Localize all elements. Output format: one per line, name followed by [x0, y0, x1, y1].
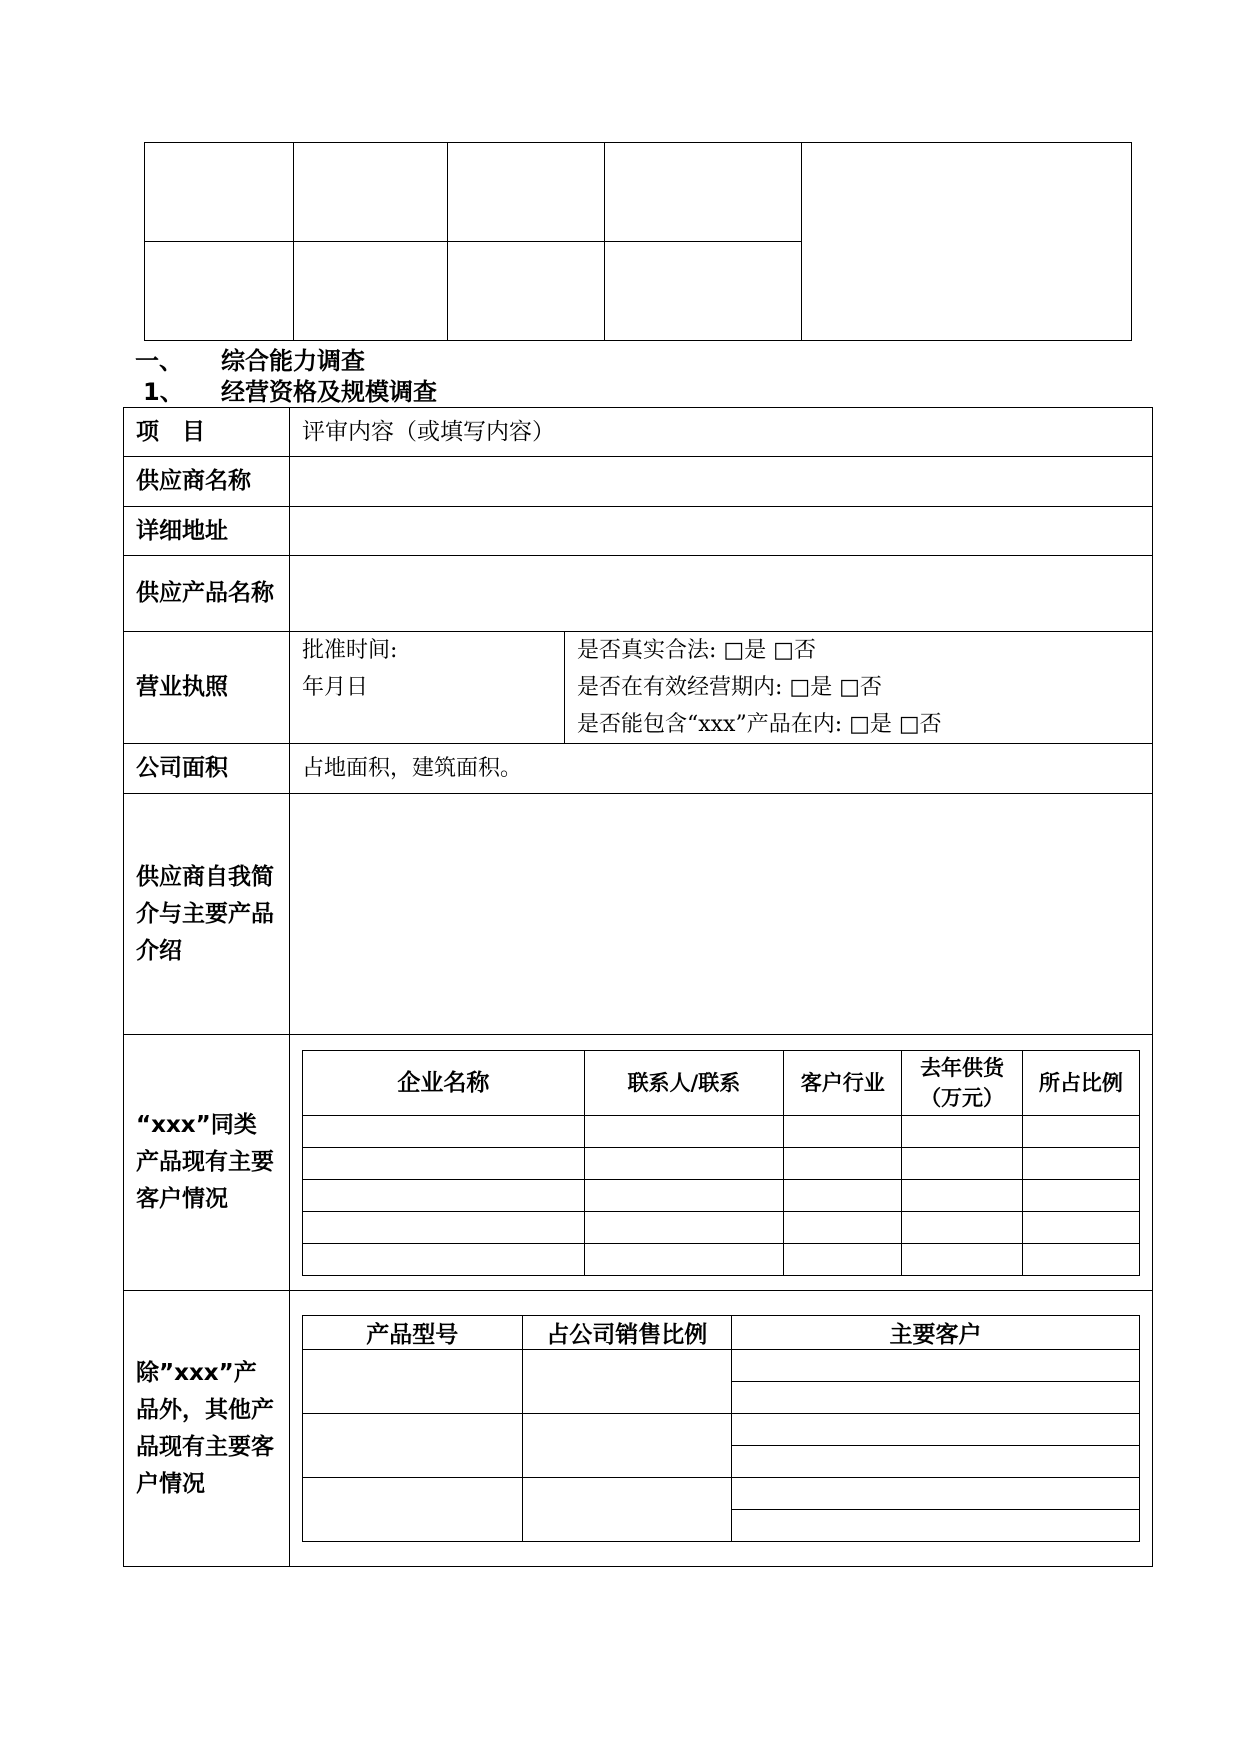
- other-customers-cell: [290, 1291, 1153, 1567]
- self-intro-field[interactable]: [290, 794, 1153, 1035]
- table-row: [303, 1414, 1140, 1446]
- approval-time-cell[interactable]: [290, 632, 565, 744]
- cell[interactable]: [303, 1243, 585, 1275]
- subsection-heading-number: 1、: [143, 378, 184, 406]
- col-product-model: 产品型号: [303, 1316, 523, 1350]
- similar-customers-cell: [290, 1035, 1153, 1291]
- business-license-row: [124, 632, 1153, 744]
- business-qualification-form: [123, 407, 1153, 1567]
- table-row: [303, 1243, 1140, 1275]
- cell[interactable]: [784, 1243, 902, 1275]
- table-row: [303, 1179, 1140, 1211]
- cell[interactable]: [303, 1211, 585, 1243]
- col-sales-ratio: 占公司销售比例: [522, 1316, 732, 1350]
- top-cell[interactable]: [145, 143, 294, 242]
- cell[interactable]: [303, 1478, 523, 1542]
- company-area-value[interactable]: 占地面积，建筑面积。: [290, 744, 1153, 794]
- cell[interactable]: [1022, 1115, 1139, 1147]
- table-row: [303, 1211, 1140, 1243]
- cell[interactable]: [902, 1211, 1022, 1243]
- table-row: [303, 1147, 1140, 1179]
- cell[interactable]: [303, 1350, 523, 1414]
- self-intro-label: 供应商自我简介与主要产品介绍: [124, 794, 290, 1035]
- cell[interactable]: [902, 1147, 1022, 1179]
- top-partial-table: [144, 142, 1132, 341]
- cell[interactable]: [584, 1115, 783, 1147]
- business-license-label: 营业执照: [124, 632, 290, 744]
- address-label: 详细地址: [124, 507, 290, 556]
- top-cell[interactable]: [604, 242, 802, 341]
- cell[interactable]: [1022, 1243, 1139, 1275]
- top-cell-merged[interactable]: [802, 143, 1132, 341]
- other-customers-row: [124, 1291, 1153, 1567]
- license-checks-cell: [565, 632, 1153, 744]
- cell[interactable]: [522, 1478, 732, 1542]
- license-check-product[interactable]: 是否能包含“xxx”产品在内: □是 □否: [577, 712, 942, 737]
- other-customers-header-row: [303, 1316, 1140, 1350]
- cell[interactable]: [584, 1211, 783, 1243]
- form-header-row: [124, 408, 1153, 457]
- col-last-year-supply: 去年供货（万元）: [902, 1050, 1022, 1115]
- cell[interactable]: [784, 1211, 902, 1243]
- cell[interactable]: [784, 1147, 902, 1179]
- cell[interactable]: [784, 1115, 902, 1147]
- top-cell[interactable]: [293, 143, 447, 242]
- col-industry: 客户行业: [784, 1050, 902, 1115]
- cell[interactable]: [1022, 1179, 1139, 1211]
- cell[interactable]: [902, 1115, 1022, 1147]
- company-area-label: 公司面积: [124, 744, 290, 794]
- cell[interactable]: [1022, 1147, 1139, 1179]
- top-cell[interactable]: [447, 143, 604, 242]
- top-cell[interactable]: [293, 242, 447, 341]
- license-check-period[interactable]: 是否在有效经营期内: □是 □否: [577, 675, 882, 700]
- top-cell[interactable]: [447, 242, 604, 341]
- supplier-name-field[interactable]: [290, 457, 1153, 507]
- company-area-row: [124, 744, 1153, 794]
- table-row: [303, 1478, 1140, 1510]
- cell[interactable]: [584, 1147, 783, 1179]
- section-heading: [135, 347, 365, 375]
- cell[interactable]: [784, 1179, 902, 1211]
- cell[interactable]: [522, 1350, 732, 1414]
- col-main-customers: 主要客户: [732, 1316, 1140, 1350]
- cell[interactable]: [902, 1179, 1022, 1211]
- approval-date-label: 年月日: [302, 675, 369, 700]
- cell[interactable]: [584, 1179, 783, 1211]
- section-heading-title: 综合能力调查: [221, 347, 365, 375]
- cell[interactable]: [303, 1179, 585, 1211]
- address-field[interactable]: [290, 507, 1153, 556]
- col-contact: 联系人/联系: [584, 1050, 783, 1115]
- cell[interactable]: [732, 1446, 1140, 1478]
- subsection-heading-title: 经营资格及规模调查: [221, 378, 437, 406]
- other-customers-label: 除”xxx”产品外，其他产品现有主要客户情况: [124, 1291, 290, 1567]
- cell[interactable]: [732, 1478, 1140, 1510]
- cell[interactable]: [303, 1115, 585, 1147]
- approval-time-label: 批准时间:: [302, 638, 398, 663]
- cell[interactable]: [732, 1510, 1140, 1542]
- col-ratio: 所占比例: [1022, 1050, 1139, 1115]
- address-row: [124, 507, 1153, 556]
- cell[interactable]: [522, 1414, 732, 1478]
- similar-customers-table: [302, 1050, 1140, 1276]
- cell[interactable]: [732, 1382, 1140, 1414]
- cell[interactable]: [584, 1243, 783, 1275]
- other-customers-table: [302, 1315, 1140, 1542]
- cell[interactable]: [303, 1147, 585, 1179]
- top-cell[interactable]: [604, 143, 802, 242]
- product-name-field[interactable]: [290, 556, 1153, 632]
- similar-customers-row: [124, 1035, 1153, 1291]
- cell[interactable]: [1022, 1211, 1139, 1243]
- col-company-name: 企业名称: [303, 1050, 585, 1115]
- content-header: 评审内容（或填写内容）: [290, 408, 1153, 457]
- product-name-label: 供应产品名称: [124, 556, 290, 632]
- cell[interactable]: [732, 1350, 1140, 1382]
- cell[interactable]: [303, 1414, 523, 1478]
- table-row: [303, 1350, 1140, 1382]
- top-cell[interactable]: [145, 242, 294, 341]
- license-check-valid[interactable]: 是否真实合法: □是 □否: [577, 638, 816, 663]
- product-name-row: [124, 556, 1153, 632]
- cell[interactable]: [902, 1243, 1022, 1275]
- supplier-name-row: [124, 457, 1153, 507]
- self-intro-row: [124, 794, 1153, 1035]
- similar-customers-label: “xxx”同类产品现有主要客户情况: [124, 1035, 290, 1291]
- cell[interactable]: [732, 1414, 1140, 1446]
- similar-customers-header-row: [303, 1050, 1140, 1115]
- section-heading-number: 一、: [135, 347, 183, 375]
- table-row: [303, 1115, 1140, 1147]
- supplier-name-label: 供应商名称: [124, 457, 290, 507]
- item-header: 项 目: [124, 408, 290, 457]
- subsection-heading: [143, 378, 437, 406]
